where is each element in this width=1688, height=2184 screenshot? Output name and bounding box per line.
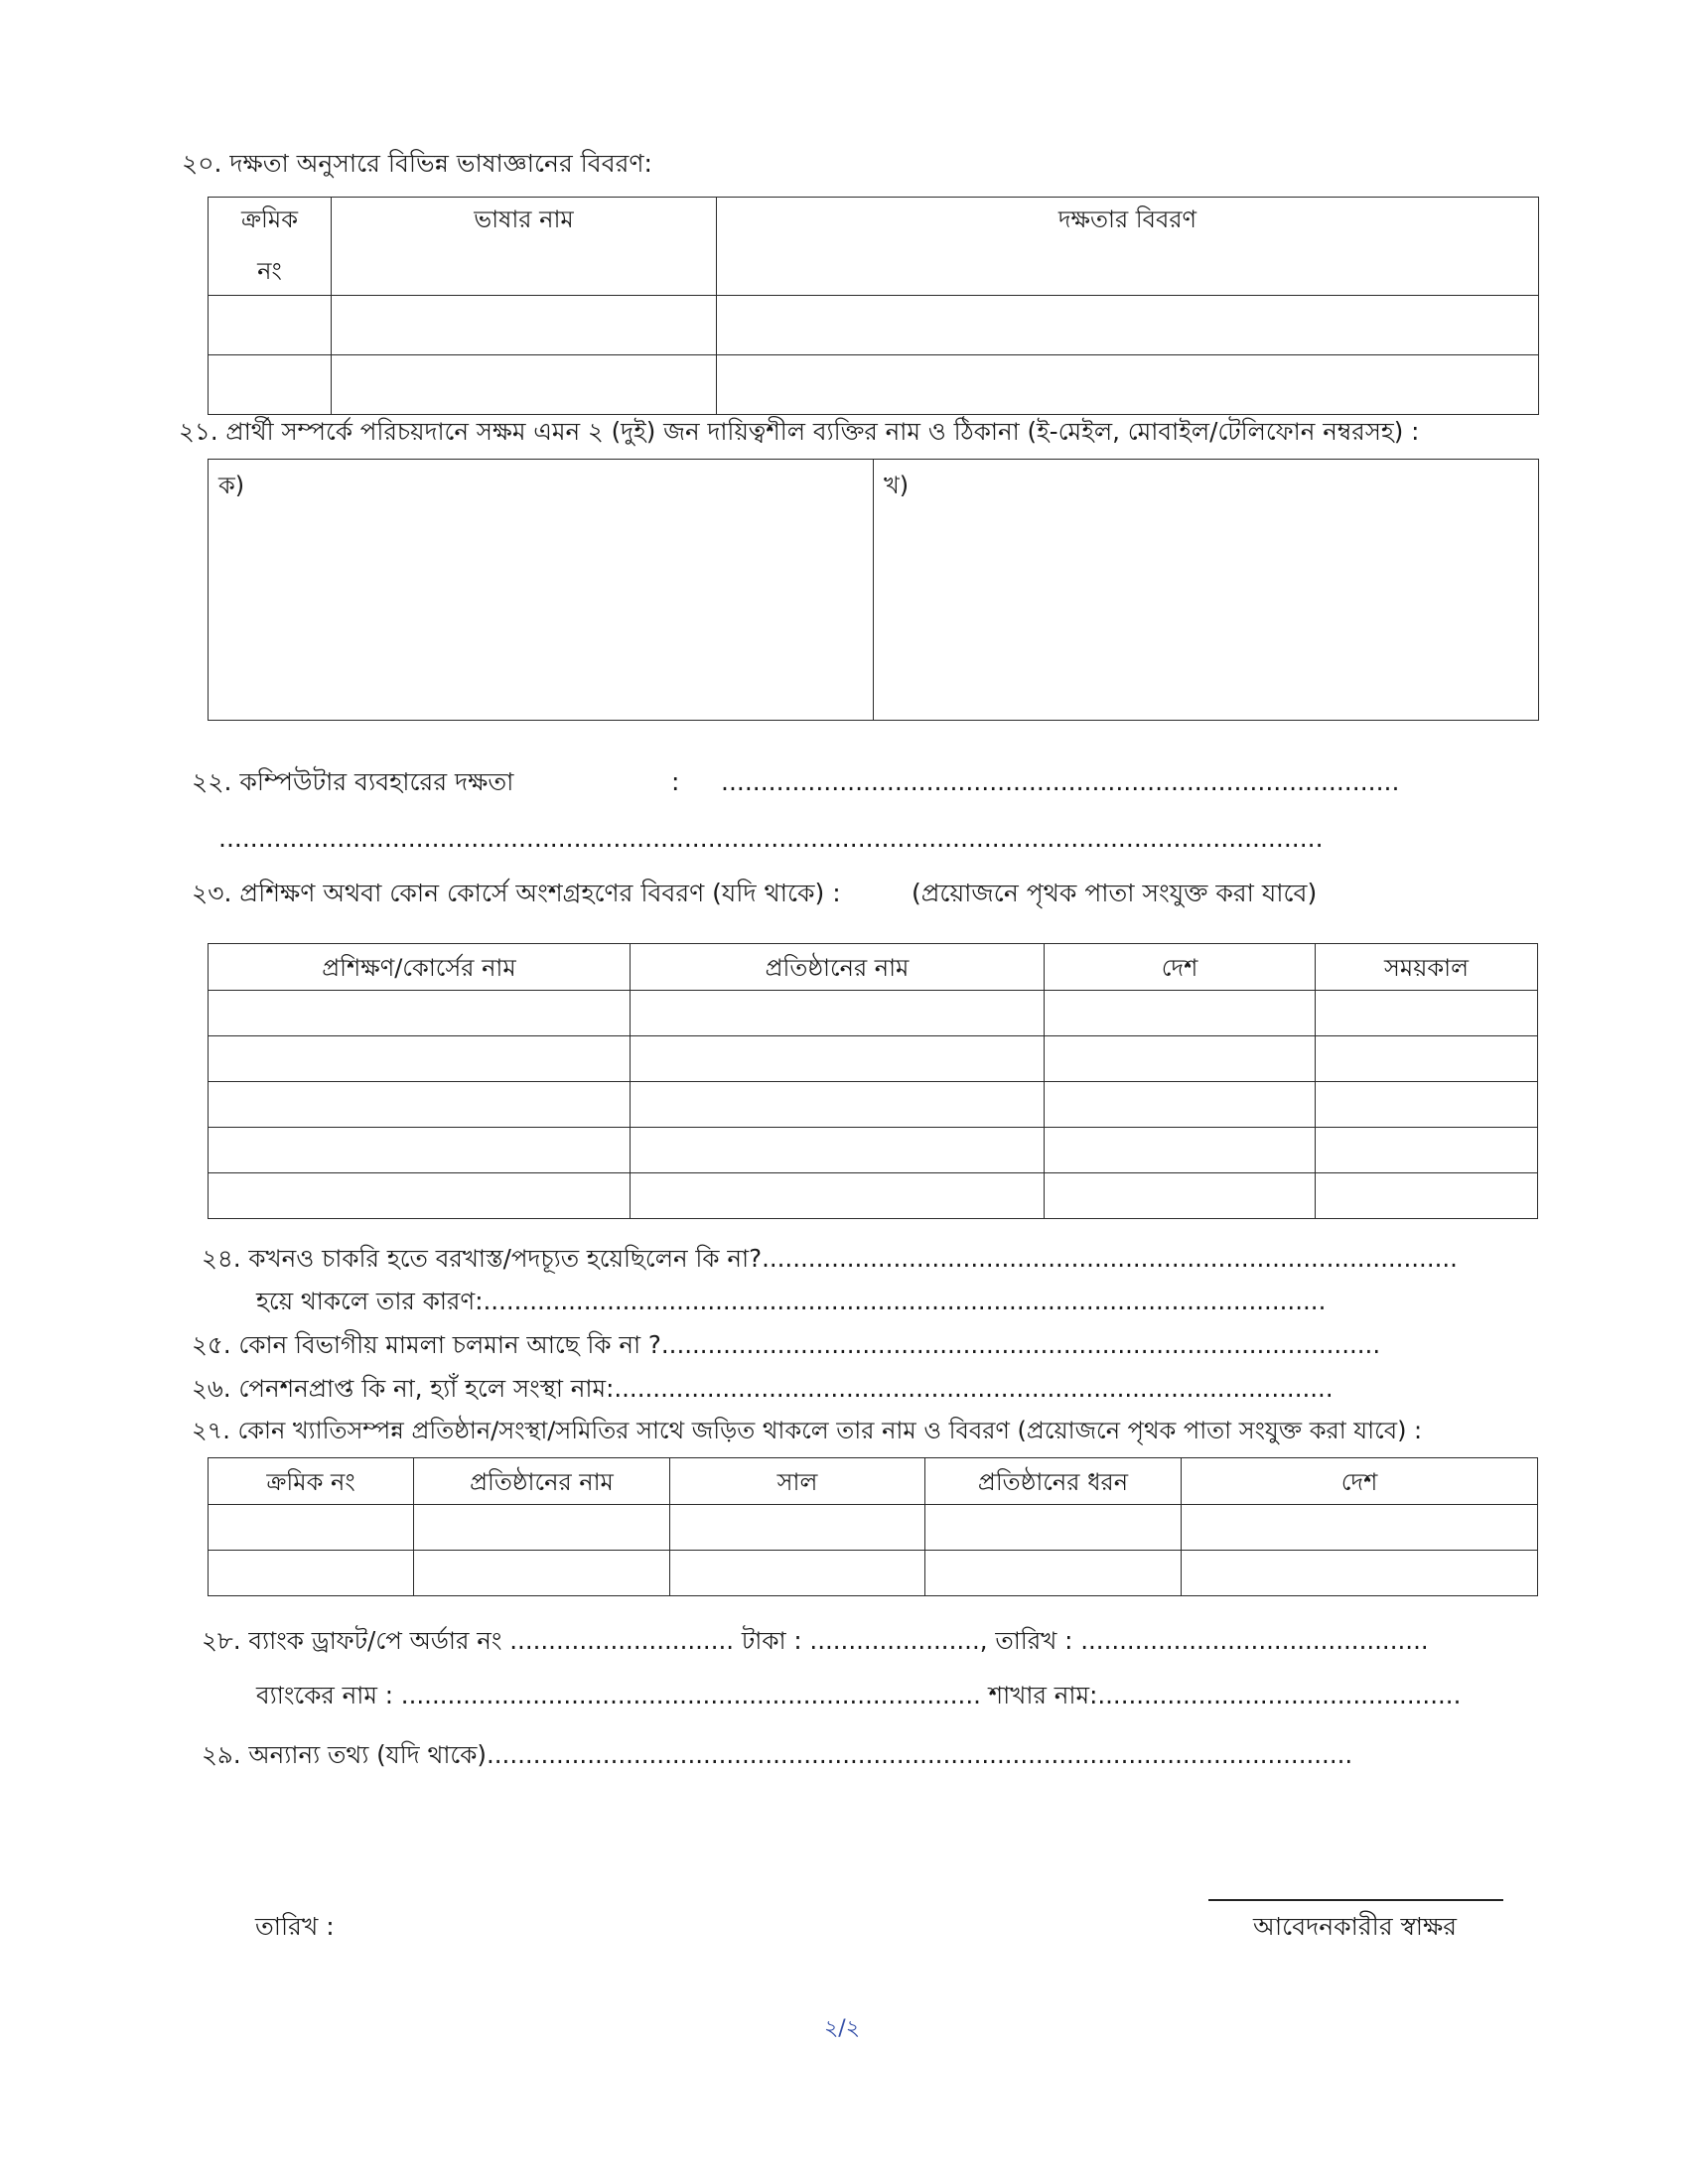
- table-cell[interactable]: [925, 1551, 1182, 1596]
- table-cell[interactable]: [717, 296, 1539, 355]
- references-table: [208, 459, 1539, 721]
- table-row: [209, 355, 1539, 415]
- reference-b-label: খ): [884, 472, 910, 499]
- table-cell[interactable]: [1182, 1505, 1538, 1551]
- section-26-line[interactable]: ২৬. পেনশনপ্রাপ্ত কি না, হ্যাঁ হলে সংস্থা নাম:.............................................................................................: [192, 1374, 1334, 1403]
- col-year-header: সাল: [670, 1458, 925, 1505]
- table-cell[interactable]: [1182, 1551, 1538, 1596]
- col-serial-header: ক্রমিক নং: [209, 1458, 414, 1505]
- signature-label: আবেদনকারীর স্বাক্ষর: [1253, 1912, 1457, 1941]
- table-row: [209, 1551, 1538, 1596]
- section-20-heading: ২০. দক্ষতা অনুসারে বিভিন্ন ভাষাজ্ঞানের বিবরণ:: [182, 149, 652, 178]
- col-country-header: দেশ: [1182, 1458, 1538, 1505]
- section-28-bank-line[interactable]: ব্যাংকের নাম : ........................................................................... শাখার নাম:...............................................: [256, 1681, 1462, 1709]
- table-cell[interactable]: [1316, 1082, 1538, 1128]
- table-cell[interactable]: [332, 355, 717, 415]
- table-cell[interactable]: [209, 1505, 414, 1551]
- table-cell[interactable]: [209, 355, 332, 415]
- table-row: [209, 1082, 1538, 1128]
- section-29-line[interactable]: ২৯. অন্যান্য তথ্য (যদি থাকে)................................................................................................................: [202, 1740, 1353, 1769]
- col-serial-header: [209, 198, 332, 296]
- table-cell[interactable]: [631, 991, 1045, 1036]
- table-cell[interactable]: [209, 1173, 631, 1219]
- training-table: [208, 943, 1538, 1219]
- table-row: [209, 1505, 1538, 1551]
- table-cell[interactable]: [1316, 1128, 1538, 1173]
- table-cell[interactable]: [1316, 1173, 1538, 1219]
- table-row: [209, 296, 1539, 355]
- table-header-row: [209, 198, 1539, 296]
- table-cell[interactable]: [209, 991, 631, 1036]
- table-cell[interactable]: [717, 355, 1539, 415]
- col-duration-header: সময়কাল: [1316, 944, 1538, 991]
- table-cell[interactable]: [1045, 1173, 1316, 1219]
- computer-skill-field-line-2[interactable]: ............................................................................................................................................: [218, 824, 1324, 853]
- table-cell[interactable]: [414, 1505, 670, 1551]
- col-serial-line-2: নং: [257, 257, 282, 285]
- table-cell[interactable]: [209, 1128, 631, 1173]
- reference-a-label: ক): [218, 472, 245, 499]
- table-header-row: [209, 944, 1538, 991]
- table-cell[interactable]: [209, 1551, 414, 1596]
- signature-line: [1208, 1899, 1503, 1901]
- col-institution-header: প্রতিষ্ঠানের নাম: [414, 1458, 670, 1505]
- section-28-line[interactable]: ২৮. ব্যাংক ড্রাফট/পে অর্ডার নং ............................. টাকা : ......................, তারিখ : .............................................: [202, 1626, 1429, 1655]
- table-cell[interactable]: [1045, 1082, 1316, 1128]
- section-24-line[interactable]: ২৪. কখনও চাকরি হতে বরখাস্ত/পদচ্যূত হয়েছিলেন কি না?..........................................................................................: [202, 1244, 1458, 1273]
- section-22-colon: :: [671, 767, 680, 796]
- table-cell[interactable]: [631, 1128, 1045, 1173]
- section-24-reason-line[interactable]: হয়ে থাকলে তার কারণ:.............................................................................................................: [256, 1287, 1327, 1315]
- section-25-line[interactable]: ২৫. কোন বিভাগীয় মামলা চলমান আছে কি না ?.............................................................................................: [192, 1330, 1381, 1359]
- table-cell[interactable]: [631, 1082, 1045, 1128]
- table-row: [209, 1036, 1538, 1082]
- reference-box-a[interactable]: [209, 460, 874, 721]
- table-cell[interactable]: [631, 1173, 1045, 1219]
- table-cell[interactable]: [1045, 1036, 1316, 1082]
- table-cell[interactable]: [631, 1036, 1045, 1082]
- col-skill-header: দক্ষতার বিবরণ: [717, 198, 1539, 296]
- col-course-name-header: প্রশিক্ষণ/কোর্সের নাম: [209, 944, 631, 991]
- table-row: [209, 1173, 1538, 1219]
- table-cell[interactable]: [332, 296, 717, 355]
- table-row: [209, 1128, 1538, 1173]
- computer-skill-field[interactable]: ......................................................................................: [721, 767, 1400, 796]
- col-country-header: দেশ: [1045, 944, 1316, 991]
- section-22-label: ২২. কম্পিউটার ব্যবহারের দক্ষতা: [192, 767, 514, 796]
- table-cell[interactable]: [925, 1505, 1182, 1551]
- table-cell[interactable]: [209, 1036, 631, 1082]
- col-institution-type-header: প্রতিষ্ঠানের ধরন: [925, 1458, 1182, 1505]
- section-27-heading: ২৭. কোন খ্যাতিসম্পন্ন প্রতিষ্ঠান/সংস্থা/সমিতির সাথে জড়িত থাকলে তার নাম ও বিবরণ (প্রয়োজনে পৃথক পাতা সংযুক্ত করা যাবে) :: [192, 1417, 1423, 1444]
- col-language-header: ভাষার নাম: [332, 198, 717, 296]
- section-23-note: (প্রয়োজনে পৃথক পাতা সংযুক্ত করা যাবে): [912, 879, 1318, 907]
- date-label: তারিখ :: [255, 1912, 335, 1941]
- section-21-heading: ২১. প্রার্থী সম্পর্কে পরিচয়দানে সক্ষম এমন ২ (দুই) জন দায়িত্বশীল ব্যক্তির নাম ও ঠিকানা (ই-মেইল, মোবাইল/টেলিফোন নম্বরসহ) :: [179, 417, 1420, 446]
- table-header-row: [209, 1458, 1538, 1505]
- table-cell[interactable]: [209, 296, 332, 355]
- table-row: [209, 991, 1538, 1036]
- col-serial-line-1: ক্রমিক: [240, 205, 299, 233]
- table-cell[interactable]: [1316, 991, 1538, 1036]
- affiliation-table: [208, 1457, 1538, 1596]
- table-cell[interactable]: [670, 1551, 925, 1596]
- table-cell[interactable]: [670, 1505, 925, 1551]
- col-institution-header: প্রতিষ্ঠানের নাম: [631, 944, 1045, 991]
- language-skills-table: [208, 197, 1539, 415]
- table-cell[interactable]: [1045, 991, 1316, 1036]
- table-row: [209, 460, 1539, 721]
- table-cell[interactable]: [1316, 1036, 1538, 1082]
- table-cell[interactable]: [209, 1082, 631, 1128]
- page-number: ২/২: [824, 2016, 861, 2041]
- section-23-heading: ২৩. প্রশিক্ষণ অথবা কোন কোর্সে অংশগ্রহণের বিবরণ (যদি থাকে) :: [192, 879, 841, 907]
- reference-box-b[interactable]: [874, 460, 1539, 721]
- table-cell[interactable]: [414, 1551, 670, 1596]
- table-cell[interactable]: [1045, 1128, 1316, 1173]
